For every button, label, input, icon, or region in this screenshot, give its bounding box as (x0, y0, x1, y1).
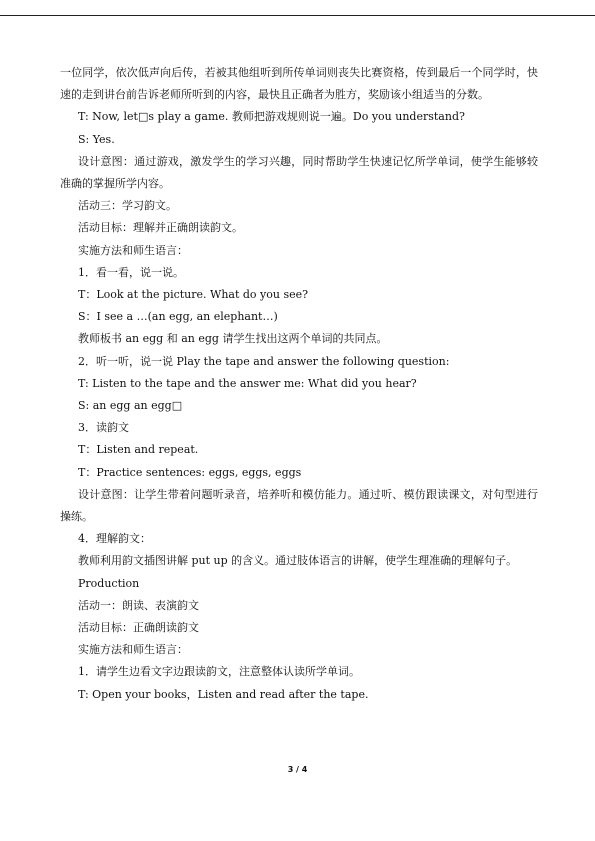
page-number: 3 / 4 (287, 765, 308, 774)
method-heading-1: 实施方法和师生语言： (78, 243, 188, 257)
student-line-see: S：I see a …(an egg, an elephant…) (78, 310, 278, 324)
page-top-border (0, 15, 595, 16)
document-body (60, 62, 538, 706)
step-1-follow-read: 1．请学生边看文字边跟读韵文，注意整体认读所学单词。 (78, 665, 360, 679)
teacher-line-tape: T: Listen to the tape and the answer me: What did you hear? (78, 376, 417, 390)
teacher-line-practice: T：Practice sentences: eggs, eggs, eggs (78, 465, 302, 479)
teacher-line-books: T: Open your books，Listen and read after the tape. (78, 687, 369, 701)
activity-1-goal: 活动目标：正确朗读韵文 (78, 621, 199, 635)
teacher-line-picture: T：Look at the picture. What do you see? (78, 288, 309, 302)
design-intent-2: 设计意图：让学生带着问题听录音，培养听和模仿能力。通过听、模仿跟读课文，对句型进行操练。 (60, 487, 538, 524)
student-line-egg: S: an egg an egg□ (78, 399, 183, 413)
step-2-listen: 2．听一听，说一说 Play the tape and answer the following question: (78, 354, 450, 368)
step-3-read: 3．读韵文 (78, 421, 129, 435)
step-4-understand: 4．理解韵文： (78, 532, 151, 546)
section-production: Production (78, 576, 140, 590)
paragraph-game-rules: 一位同学，依次低声向后传，若被其他组听到所传单词则丧失比赛资格，传到最后一个同学时，快速的走到讲台前告诉老师所听到的内容，最快且正确者为胜方，奖励该小组适当的分数。 (60, 66, 538, 102)
student-line-yes: S: Yes. (78, 132, 115, 146)
paragraph-put-up: 教师利用韵文插图讲解 put up 的含义。通过肢体语言的讲解，使学生理准确的理解句子。 (78, 554, 518, 568)
activity-3-heading: 活动三：学习韵文。 (78, 199, 177, 213)
teacher-line-game: T: Now, let□s play a game. 教师把游戏规则说一遍。Do you understand? (78, 110, 465, 124)
activity-3-goal: 活动目标：理解并正确朗读韵文。 (78, 221, 243, 235)
activity-1-heading: 活动一：朗读、表演韵文 (78, 598, 199, 612)
teacher-line-repeat: T：Listen and repeat. (78, 443, 199, 457)
design-intent-1: 设计意图：通过游戏，激发学生的学习兴趣，同时帮助学生快速记忆所学单词，使学生能够较准确的掌握所学内容。 (60, 154, 538, 191)
board-writing-line: 教师板书 an egg 和 an egg 请学生找出这两个单词的共同点。 (78, 332, 388, 346)
method-heading-2: 实施方法和师生语言： (78, 643, 188, 657)
step-1-look: 1．看一看，说一说。 (78, 265, 184, 279)
